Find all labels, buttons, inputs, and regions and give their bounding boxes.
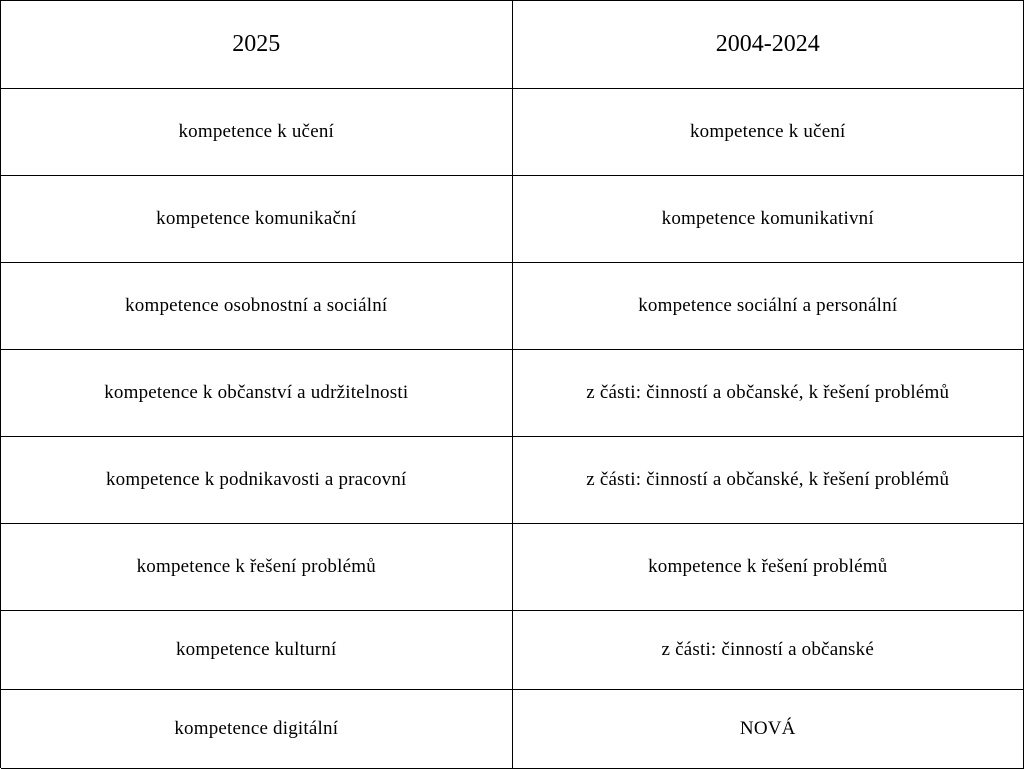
cell-2004-2024: kompetence k učení — [513, 89, 1024, 176]
table-row — [1, 176, 1024, 263]
table-row — [1, 524, 1024, 611]
cell-2025: kompetence k učení — [1, 89, 513, 176]
cell-2004-2024: NOVÁ — [513, 690, 1024, 769]
table-row — [1, 89, 1024, 176]
table-row — [1, 437, 1024, 524]
cell-2004-2024: z části: činností a občanské, k řešení problémů — [513, 350, 1024, 437]
cell-2025: kompetence osobnostní a sociální — [1, 263, 513, 350]
table-row — [1, 263, 1024, 350]
cell-2025: kompetence k řešení problémů — [1, 524, 513, 611]
cell-2025: kompetence digitální — [1, 690, 513, 769]
table-row — [1, 690, 1024, 769]
cell-2025: kompetence kulturní — [1, 611, 513, 690]
cell-2004-2024: kompetence sociální a personální — [513, 263, 1024, 350]
cell-2004-2024: z části: činností a občanské — [513, 611, 1024, 690]
header-2004-2024: 2004-2024 — [513, 1, 1024, 89]
table-row — [1, 350, 1024, 437]
cell-2025: kompetence komunikační — [1, 176, 513, 263]
cell-2004-2024: kompetence komunikativní — [513, 176, 1024, 263]
cell-2025: kompetence k občanství a udržitelnosti — [1, 350, 513, 437]
cell-2025: kompetence k podnikavosti a pracovní — [1, 437, 513, 524]
header-2025: 2025 — [1, 1, 513, 89]
cell-2004-2024: kompetence k řešení problémů — [513, 524, 1024, 611]
table-row — [1, 611, 1024, 690]
cell-2004-2024: z části: činností a občanské, k řešení problémů — [513, 437, 1024, 524]
table-header-row — [1, 1, 1024, 89]
